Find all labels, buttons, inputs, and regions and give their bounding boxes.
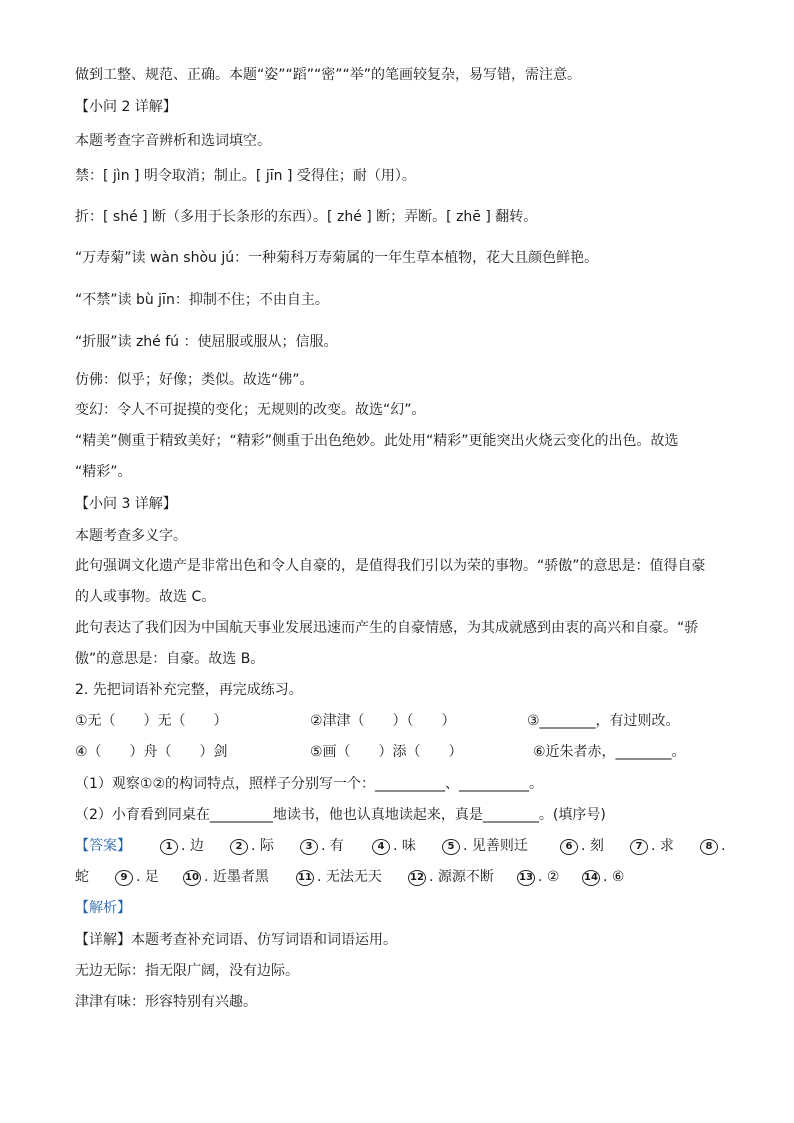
answer-number: 5 [442, 839, 460, 855]
answer-text: . 际 [251, 838, 274, 854]
answer-text: . 见善则迁 [463, 838, 528, 854]
detail-label: 【详解】 [75, 932, 131, 948]
answer-item [372, 836, 416, 856]
answer-item [75, 867, 89, 887]
answer-number: 2 [230, 839, 248, 855]
answer-text: . 边 [181, 838, 204, 854]
answer-number: 1 [160, 839, 178, 855]
answer-text: 蛇 [75, 869, 89, 885]
section-header: 【小问 3 详解】 [75, 496, 177, 512]
answer-number: 8 [700, 839, 718, 855]
text-line: 折：[ shé ] 断（多用于长条形的东西）。[ zhé ] 断；弄断。[ zhē ] 翻转。 [75, 209, 538, 225]
answer-item [296, 867, 382, 887]
answer-item [183, 867, 269, 887]
answer-number: 9 [115, 870, 133, 886]
answer-number: 4 [372, 839, 390, 855]
answer-item [700, 836, 725, 856]
text-line: 此句表达了我们因为中国航天事业发展迅速而产生的自豪情感，为其成就感到由衷的高兴和自豪。“骄 [75, 620, 699, 636]
answer-text: . 有 [321, 838, 344, 854]
answer-item [230, 836, 274, 856]
answer-label: 【答案】 [75, 838, 131, 854]
answer-number: 11 [296, 870, 314, 886]
answer-number: 6 [560, 839, 578, 855]
answer-text: . 无法无天 [317, 869, 382, 885]
answer-number: 10 [183, 870, 201, 886]
answer-text: . 足 [136, 869, 159, 885]
text-line: “万寿菊”读 wàn shòu jú：一种菊科万寿菊属的一年生草本植物，花大且颜色鲜艳。 [75, 250, 599, 266]
fill-item: ⑥近朱者赤，________。 [533, 744, 686, 760]
text-line: 傲”的意思是：自豪。故选 B。 [75, 651, 265, 667]
answer-item [517, 867, 559, 887]
text-line: “精美”侧重于精致美好；“精彩”侧重于出色绝妙。此处用“精彩”更能突出火烧云变化的出色。故选 [75, 433, 679, 449]
sub-question: （1）观察①②的构词特点，照样子分别写一个：__________、__________。 [75, 776, 544, 792]
answer-text: . 源源不断 [429, 869, 494, 885]
answer-number: 7 [630, 839, 648, 855]
answer-item [160, 836, 204, 856]
answer-item [442, 836, 528, 856]
answer-text: . 近墨者黑 [204, 869, 269, 885]
answer-item [582, 867, 624, 887]
fill-item: ④（ ）舟（ ）剑 [75, 744, 228, 760]
answer-item [560, 836, 604, 856]
fill-item: ②津津（ ）（ ） [310, 713, 456, 729]
answer-item [630, 836, 674, 856]
detail-line [75, 930, 397, 950]
text-line: 本题考查多义字。 [75, 528, 187, 544]
answer-number: 12 [408, 870, 426, 886]
text-line: 做到工整、规范、正确。本题“姿”“蹈”“密”“举”的笔画较复杂，易写错，需注意。 [75, 67, 582, 83]
question-title: 2. 先把词语补充完整，再完成练习。 [75, 682, 303, 698]
sub-question: （2）小育看到同桌在_________地读书，他也认真地读起来，真是________。(填序号) [75, 807, 606, 823]
text-line: 禁：[ jìn ] 明令取消；制止。[ jīn ] 受得住；耐（用）。 [75, 168, 416, 184]
answer-text: . ② [538, 869, 560, 885]
fill-item: ①无（ ）无（ ） [75, 713, 228, 729]
detail-text: 本题考查补充词语、仿写词语和词语运用。 [131, 932, 397, 948]
answer-number: 13 [517, 870, 535, 886]
text-line: 的人或事物。故选 C。 [75, 589, 216, 605]
fill-item: ⑤画（ ）添（ ） [310, 744, 463, 760]
answer-text: . 味 [393, 838, 416, 854]
text-line: “折服”读 zhé fú ：使屈服或服从；信服。 [75, 334, 338, 350]
text-line: 变幻：令人不可捉摸的变化；无规则的改变。故选“幻”。 [75, 402, 426, 418]
analysis-label: 【解析】 [75, 900, 131, 916]
answer-item [408, 867, 494, 887]
answer-text: . 刻 [581, 838, 604, 854]
text-line: 津津有味：形容特别有兴趣。 [75, 994, 257, 1010]
text-line: “不禁”读 bù jīn：抑制不住；不由自主。 [75, 292, 329, 308]
text-line: “精彩”。 [75, 464, 132, 480]
text-line: 无边无际：指无限广阔，没有边际。 [75, 963, 299, 979]
answer-item [115, 867, 159, 887]
fill-item: ③________，有过则改。 [527, 713, 680, 729]
answer-text: . ⑥ [603, 869, 625, 885]
answer-item [300, 836, 344, 856]
answer-number: 3 [300, 839, 318, 855]
text-line: 仿佛：似乎；好像；类似。故选“佛”。 [75, 372, 314, 388]
answer-number: 14 [582, 870, 600, 886]
text-line: 本题考查字音辨析和选词填空。 [75, 133, 271, 149]
answer-text: . [721, 838, 726, 854]
text-line: 此句强调文化遗产是非常出色和令人自豪的，是值得我们引以为荣的事物。“骄傲”的意思是：值得自豪 [75, 558, 706, 574]
answer-text: . 求 [651, 838, 674, 854]
section-header: 【小问 2 详解】 [75, 99, 177, 115]
